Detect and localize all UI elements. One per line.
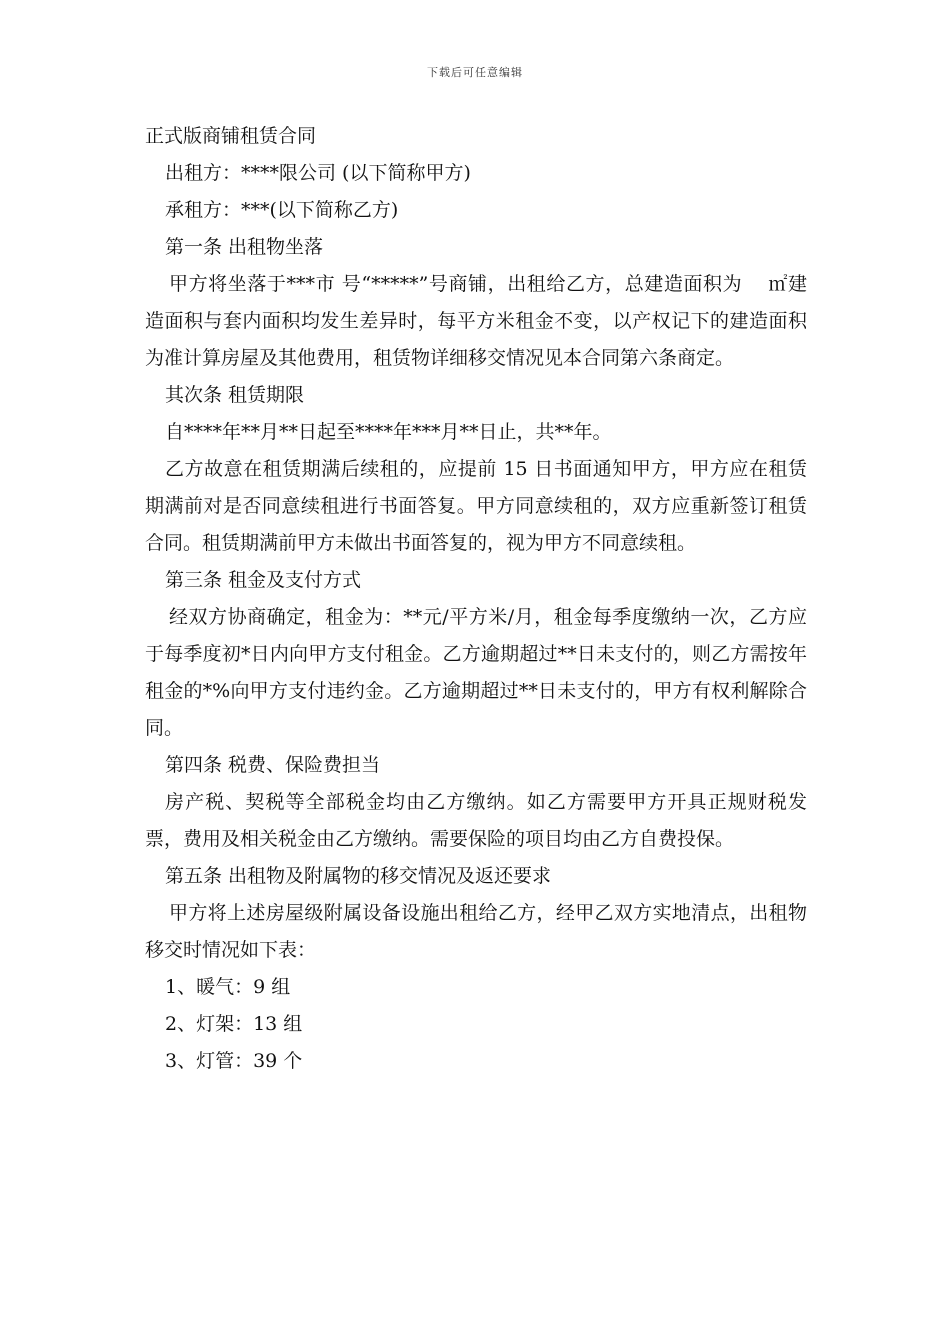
article-3-body: 经双方协商确定，租金为：**元/平方米/月，租金每季度缴纳一次，乙方应于每季度初*日内向甲方支付租金。乙方逾期超过**日未支付的，则乙方需按年租金的*%向甲方支付违约金。乙方逾期超过**日未支付的，甲方有权利解除合同。 — [145, 606, 807, 739]
list-item: 3、灯管：39 个 — [165, 1050, 303, 1072]
article-5-body: 甲方将上述房屋级附属设备设施出租给乙方，经甲乙双方实地清点，出租物移交时情况如下表： — [145, 902, 807, 961]
list-item: 1、暖气：9 组 — [165, 976, 291, 998]
article-1-body: 甲方将坐落于***市 号“*****”号商铺，出租给乙方，总建造面积为 ㎡建造面积与套内面积均发生差异时，每平方米租金不变，以产权记下的建造面积为准计算房屋及其他费用，租赁物详细移交情况见本合同第六条商定。 — [145, 273, 807, 369]
lessee-line: 承租方：***(以下简称乙方) — [165, 199, 399, 221]
article-4-body: 房产税、契税等全部税金均由乙方缴纳。如乙方需要甲方开具正规财税发票，费用及相关税金由乙方缴纳。需要保险的项目均由乙方自费投保。 — [145, 791, 807, 850]
contract-document — [145, 118, 807, 1080]
article-2-period: 自****年**月**日起至****年***月**日止，共**年。 — [165, 421, 612, 443]
article-2-heading: 其次条 租赁期限 — [165, 384, 305, 406]
article-2-body: 乙方故意在租赁期满后续租的，应提前 15 日书面通知甲方，甲方应在租赁期满前对是否同意续租进行书面答复。甲方同意续租的，双方应重新签订租赁合同。租赁期满前甲方未做出书面答复的，视为甲方不同意续租。 — [145, 458, 807, 554]
page-header-note: 下载后可任意编辑 — [427, 66, 523, 79]
article-5-heading: 第五条 出租物及附属物的移交情况及返还要求 — [165, 865, 552, 887]
contract-title: 正式版商铺租赁合同 — [145, 125, 317, 147]
article-4-heading: 第四条 税费、保险费担当 — [165, 754, 381, 776]
lessor-line: 出租方：****限公司 (以下简称甲方) — [165, 162, 471, 184]
article-1-heading: 第一条 出租物坐落 — [165, 236, 324, 258]
article-3-heading: 第三条 租金及支付方式 — [165, 569, 362, 591]
list-item: 2、灯架：13 组 — [165, 1013, 303, 1035]
